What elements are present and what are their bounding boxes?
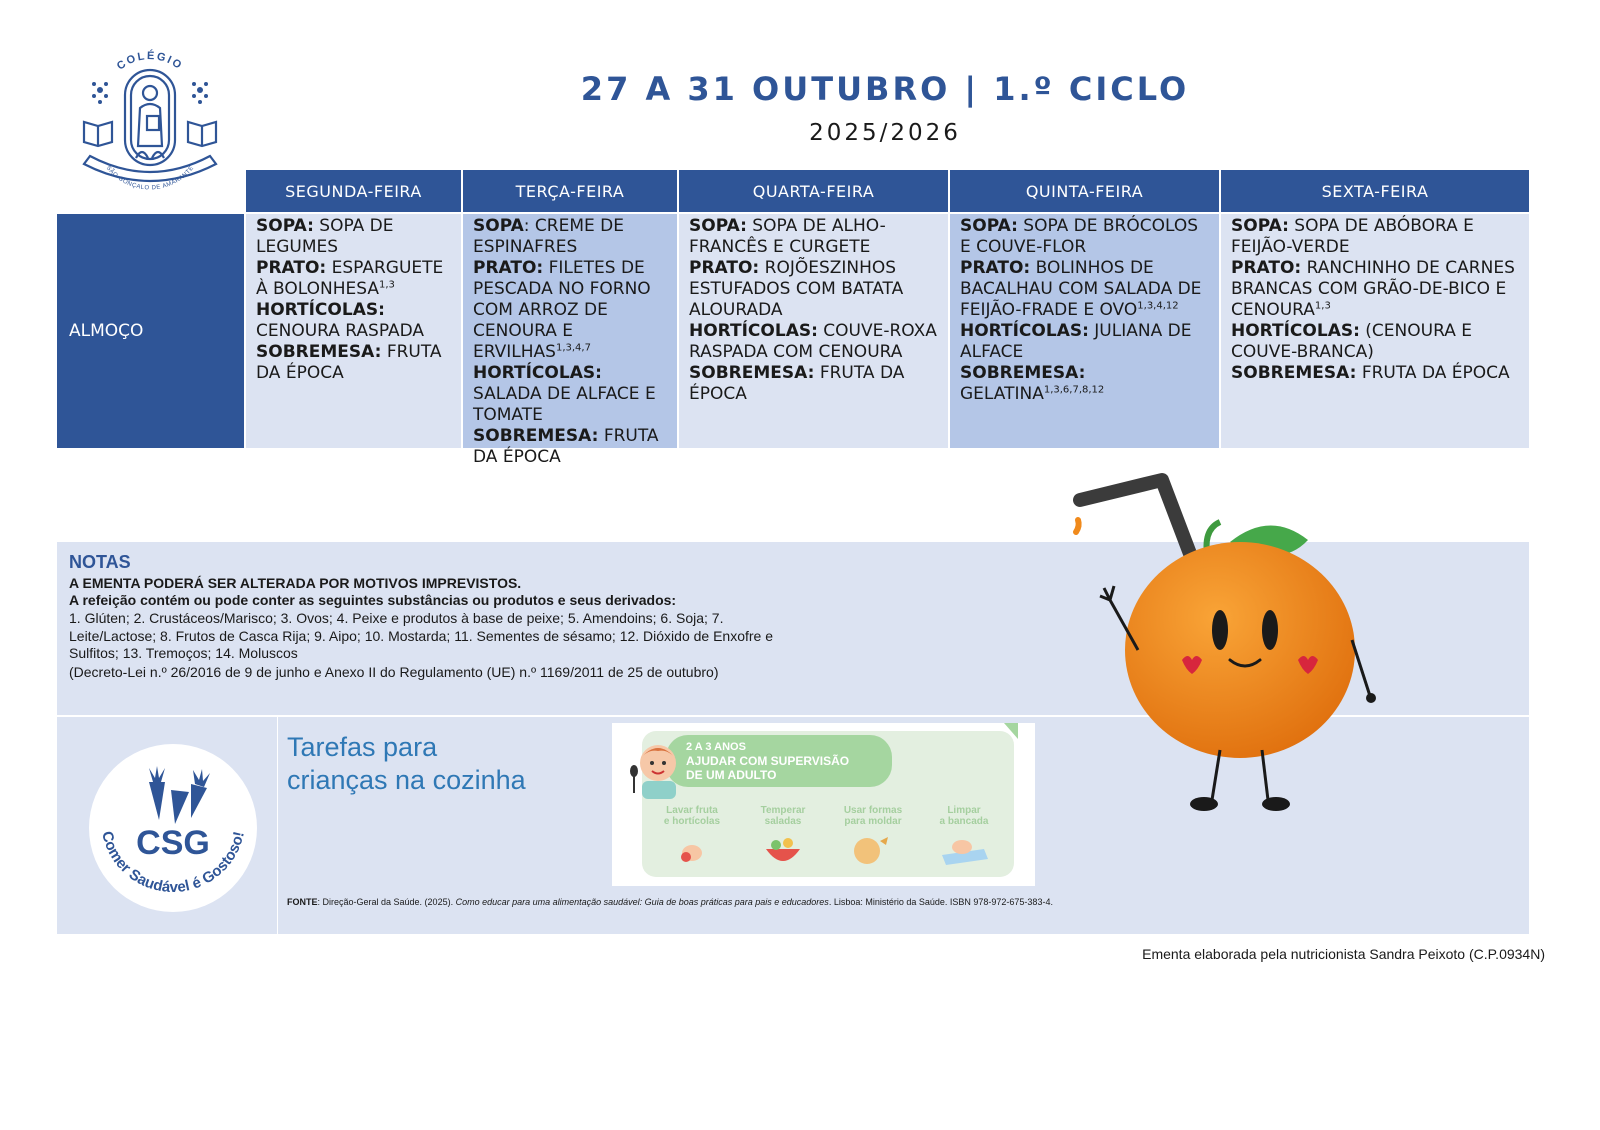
task-headline-1: AJUDAR COM SUPERVISÃO xyxy=(686,754,850,768)
tasks-title-line1: Tarefas para xyxy=(287,732,438,762)
logo-ribbon-text: SÃO GONÇALO DE AMARANTE xyxy=(104,165,196,192)
prato-label: PRATO: xyxy=(1231,258,1302,278)
notes-warning: A EMENTA PODERÁ SER ALTERADA POR MOTIVOS IMPREVISTOS. xyxy=(69,575,522,591)
task-headline-2: DE UM ADULTO xyxy=(686,768,777,782)
sobremesa-value: FRUTA DA ÉPOCA xyxy=(473,426,659,467)
notes-title: NOTAS xyxy=(69,552,131,572)
day-header-thursday: QUINTA-FEIRA xyxy=(950,170,1219,212)
prato-value: BOLINHOS DE BACALHAU COM SALADA DE FEIJÃO-FRADE E OVO xyxy=(960,258,1202,320)
task-1-line2: e hortícolas xyxy=(663,816,721,827)
sopa-value: SOPA DE LEGUMES xyxy=(256,216,394,257)
task-3-line1: Usar formas xyxy=(843,805,903,816)
horticolas-value: COUVE-ROXA RASPADA COM CENOURA xyxy=(689,321,937,362)
allergen-sup: 1,3,4,12 xyxy=(1137,300,1179,312)
menu-cell-thursday xyxy=(950,214,1219,448)
sobremesa-label: SOBREMESA: xyxy=(1231,363,1357,383)
task-2-line1: Temperar xyxy=(760,805,806,816)
sopa-value: SOPA DE BRÓCOLOS E COUVE-FLOR xyxy=(960,216,1199,257)
sopa-value: : CREME DE ESPINAFRES xyxy=(473,216,624,257)
day-header-friday: SEXTA-FEIRA xyxy=(1221,170,1529,212)
sobremesa-label: SOBREMESA: xyxy=(473,426,599,446)
sobremesa-value: GELATINA xyxy=(960,384,1044,404)
horticolas-label: HORTÍCOLAS: xyxy=(473,363,602,383)
day-header-wednesday: QUARTA-FEIRA xyxy=(679,170,948,212)
task-4-line2: a bancada xyxy=(939,816,989,827)
horticolas-label: HORTÍCOLAS: xyxy=(689,321,818,341)
menu-table xyxy=(57,170,1529,467)
allergen-sup: 1,3 xyxy=(1314,300,1331,312)
menu-cell-wednesday xyxy=(679,214,948,448)
prato-value: RANCHINHO DE CARNES BRANCAS COM GRÃO-DE-BICO E CENOURA xyxy=(1231,258,1515,320)
horticolas-label: HORTÍCOLAS: xyxy=(1231,321,1360,341)
prato-label: PRATO: xyxy=(689,258,760,278)
allergen-list: 1. Glúten; 2. Crustáceos/Marisco; 3. Ovos; 4. Peixe e produtos à base de peixe; 5. Amendoins; 6. Soja; 7. Leite/Lactose; 8. Frutos de Casca Rija; 9. Aipo; 10. Mostarda; 11. Sementes de sésamo; 12. Dióxido de Enxofre e Sulfitos; 13. Tremoços; 14. Moluscos xyxy=(69,610,774,661)
divider xyxy=(277,717,278,934)
sopa-label: SOPA: xyxy=(960,216,1018,236)
nutritionist-credit: Ementa elaborada pela nutricionista Sandra Peixoto (C.P.0934N) xyxy=(1142,946,1545,962)
child-icon xyxy=(630,745,676,799)
menu-cell-friday xyxy=(1221,214,1529,448)
tasks-title xyxy=(287,731,587,797)
sobremesa-value: FRUTA DA ÉPOCA xyxy=(689,363,905,404)
prato-value: ESPARGUETE À BOLONHESA xyxy=(256,258,444,299)
school-year: 2025/2026 xyxy=(809,120,961,146)
task-2-line2: saladas xyxy=(764,816,802,827)
orange-mascot-illustration xyxy=(1090,460,1430,840)
sopa-value: SOPA DE ALHO-FRANCÊS E CURGETE xyxy=(689,216,886,257)
source-text-2: . Lisboa: Ministério da Saúde. ISBN 978-972-675-383-4. xyxy=(828,897,1053,907)
logo-arc-text: COLÉGIO xyxy=(114,49,186,73)
sopa-label: SOPA: xyxy=(689,216,747,236)
source-label: FONTE xyxy=(287,897,318,907)
sopa-label: SOPA: xyxy=(1231,216,1289,236)
allergen-sup: 1,3,4,7 xyxy=(555,342,591,354)
sobremesa-label: SOBREMESA: xyxy=(256,342,382,362)
sobremesa-value: FRUTA DA ÉPOCA xyxy=(1361,363,1510,383)
prato-label: PRATO: xyxy=(256,258,327,278)
horticolas-value: JULIANA DE ALFACE xyxy=(960,321,1192,362)
prato-value: FILETES DE PESCADA NO FORNO COM ARROZ DE CENOURA E ERVILHAS xyxy=(473,258,651,362)
horticolas-value: CENOURA RASPADA xyxy=(256,321,425,341)
task-1-line1: Lavar fruta xyxy=(666,805,718,816)
sobremesa-label: SOBREMESA: xyxy=(960,363,1086,383)
task-3-line2: para moldar xyxy=(844,816,902,827)
csg-badge xyxy=(87,742,259,914)
task-age: 2 A 3 ANOS xyxy=(686,741,746,753)
tasks-title-line2: crianças na cozinha xyxy=(287,765,526,795)
prato-value: ROJÕESZINHOS ESTUFADOS COM BATATA ALOURADA xyxy=(689,258,904,320)
day-header-monday: SEGUNDA-FEIRA xyxy=(246,170,461,212)
sobremesa-label: SOBREMESA: xyxy=(689,363,815,383)
source-title: Como educar para uma alimentação saudável: Guia de boas práticas para pais e educadores xyxy=(455,897,829,907)
source-citation xyxy=(287,897,1187,907)
kitchen-tasks-card xyxy=(612,723,1035,886)
decree-reference: (Decreto-Lei n.º 26/2016 de 9 de junho e Anexo II do Regulamento (UE) n.º 1169/2011 de 25 de outubro) xyxy=(69,664,719,680)
prato-label: PRATO: xyxy=(960,258,1031,278)
horticolas-value: (CENOURA E COUVE-BRANCA) xyxy=(1231,321,1472,362)
allergen-sup: 1,3 xyxy=(379,279,395,291)
sopa-label: SOPA: xyxy=(256,216,314,236)
meal-label-lunch: ALMOÇO xyxy=(57,214,244,448)
sobremesa-value: FRUTA DA ÉPOCA xyxy=(256,342,442,383)
horticolas-label: HORTÍCOLAS: xyxy=(960,321,1089,341)
notes-allergen-intro: A refeição contém ou pode conter as seguintes substâncias ou produtos e seus derivados: xyxy=(69,592,677,608)
page-title: 27 A 31 OUTUBRO | 1.º CICLO xyxy=(580,70,1190,108)
day-header-tuesday: TERÇA-FEIRA xyxy=(463,170,677,212)
task-4-line1: Limpar xyxy=(947,805,981,816)
sopa-label: SOPA xyxy=(473,216,524,236)
allergen-sup: 1,3,6,7,8,12 xyxy=(1043,384,1105,396)
source-text-1: : Direção-Geral da Saúde. (2025). xyxy=(317,897,456,907)
csg-slogan: Comer Saudável é Gostoso! xyxy=(98,829,248,897)
menu-cell-tuesday xyxy=(463,214,677,467)
horticolas-label: HORTÍCOLAS: xyxy=(256,300,385,320)
horticolas-value: SALADA DE ALFACE E TOMATE xyxy=(473,384,656,425)
csg-abbr: CSG xyxy=(136,824,210,862)
prato-label: PRATO: xyxy=(473,258,544,278)
sopa-value: SOPA DE ABÓBORA E FEIJÃO-VERDE xyxy=(1231,216,1474,257)
menu-cell-monday xyxy=(246,214,461,448)
